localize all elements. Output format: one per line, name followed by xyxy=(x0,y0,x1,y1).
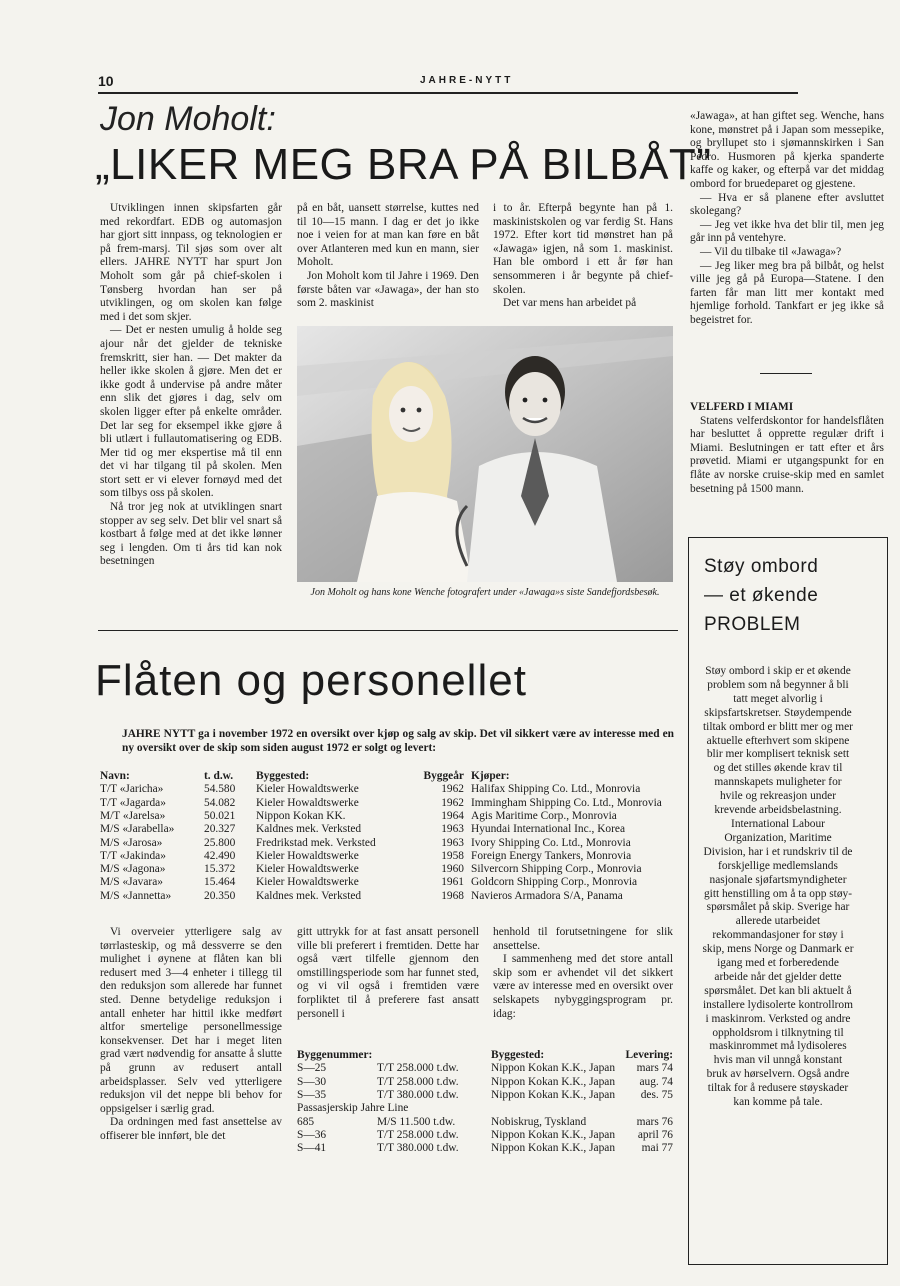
ship-year: 1968 xyxy=(441,889,464,902)
newbuild-number: S—41 xyxy=(297,1142,327,1155)
newbuild-type: T/T 258.000 t.dw. xyxy=(377,1128,459,1141)
article-kicker: Jon Moholt: xyxy=(100,100,276,138)
ship-year: 1960 xyxy=(441,863,464,876)
ship-tdw: 50.021 xyxy=(204,809,236,822)
ship-buyer: Agis Maritime Corp., Monrovia xyxy=(471,809,617,822)
newbuild-type: M/S 11.500 t.dw. xyxy=(377,1115,456,1128)
newbuild-header-number: Byggenummer: xyxy=(297,1049,373,1061)
newbuild-yard: Nippon Kokan K.K., Japan xyxy=(491,1142,616,1155)
newbuild-yard: Nippon Kokan K.K., Japan xyxy=(491,1088,616,1101)
ship-year: 1961 xyxy=(441,876,464,889)
ship-buyer: Halifax Shipping Co. Ltd., Monrovia xyxy=(471,783,641,796)
paragraph: — Vil du tilbake til «Jawaga»? xyxy=(700,245,842,258)
ship-name: M/S «Jarosa» xyxy=(100,836,163,849)
newbuild-delivery: mars 74 xyxy=(636,1062,673,1075)
paragraph: Nå tror jeg nok at utviklingen snart stopper av seg selv. Det blir vel snart så kostbart å følge med at det ikke lønner seg i lengden. Om ti års tid kan nok besetningen xyxy=(100,501,282,568)
ship-buyer: Immingham Shipping Co. Ltd., Monrovia xyxy=(471,796,662,809)
article1-column-1 xyxy=(100,202,282,569)
paragraph: Da ordningen med fast ansettelse av offiserer ble innført, ble det xyxy=(100,1116,282,1142)
noise-box-title xyxy=(704,552,818,639)
ship-name: M/S «Jarabella» xyxy=(100,823,175,836)
newbuild-number: S—30 xyxy=(297,1075,327,1088)
ship-year: 1962 xyxy=(441,783,464,796)
noise-box-text xyxy=(702,665,854,1110)
section-rule xyxy=(98,630,678,631)
newbuild-type: T/T 380.000 t.dw. xyxy=(377,1142,459,1155)
ship-tdw: 20.327 xyxy=(204,823,236,836)
column-header: Byggested: xyxy=(256,770,310,782)
newbuild-type: T/T 380.000 t.dw. xyxy=(377,1088,459,1101)
newbuild-number: S—35 xyxy=(297,1088,327,1101)
column-header: t. d.w. xyxy=(204,770,234,782)
newbuild-yard: Nippon Kokan K.K., Japan xyxy=(491,1128,616,1141)
ship-yard: Kaldnes mek. Verksted xyxy=(256,889,362,902)
fleet-column-1 xyxy=(100,926,282,1144)
column-end-rule xyxy=(760,373,812,374)
ship-yard: Kieler Howaldtswerke xyxy=(256,863,359,876)
ship-tdw: 54.580 xyxy=(204,783,236,796)
ship-tdw: 25.800 xyxy=(204,836,236,849)
ship-buyer: Goldcorn Shipping Corp., Monrovia xyxy=(471,876,638,889)
paragraph: henhold til forutsetningene for slik ansettelse. xyxy=(493,926,673,952)
ship-name: M/S «Jagona» xyxy=(100,863,166,876)
paragraph: Vi overveier ytterligere salg av tørrlasteskip, og må dessverre se den mulighet i øynene at flåten kan bli redusert med 3—4 enheter i tillegg til den reduksjon som allerede har funnet sted. Denne betydelige reduksjon i antall enheter har hittil ikke medført altfor smertelige personellmessige konsekvenser. Det har i meget liten grad vært nødvendig for ansatte å slutte på grunn av redusert antall arbeidsplasser. Selv ved ytterligere reduksjon vil det neppe bli behov for oppsigelser i særlig grad. xyxy=(100,926,282,1115)
newbuild-delivery: april 76 xyxy=(637,1128,673,1141)
velferd-heading: VELFERD I MIAMI xyxy=(690,401,794,413)
ship-year: 1963 xyxy=(441,823,464,836)
article-headline: „LIKER MEG BRA PÅ BILBÅT” xyxy=(95,140,712,189)
newbuild-number: S—25 xyxy=(297,1062,327,1075)
photo-caption: Jon Moholt og hans kone Wenche fotografert under «Jawaga»s siste Sandefjordsbesøk. xyxy=(310,587,660,598)
paragraph: — Det er nesten umulig å holde seg ajour når det gjelder de tekniske fremskritt, sier han. — Det makter da heller ikke skolen å gjøre. Men det er ikke godt å undervise på andre måter enn slik det gjøres i dag, selv om skolen ligger efter på enkelte områder. Det lar seg for eksempel ikke gjøre å bli utlært i fullautomatisering og EDB. Mer tid og mer ekspertise må til enn det vi har tilgang til på skolen. Men stort sett er vi elever fornøyd med det som tilbys oss på skolen. xyxy=(100,324,282,500)
running-head: JAHRE-NYTT xyxy=(420,75,514,86)
ship-tdw: 20.350 xyxy=(204,889,236,902)
newbuild-type: T/T 258.000 t.dw. xyxy=(377,1062,459,1075)
paragraph: — Jeg vet ikke hva det blir til, men jeg går inn på ventehyre. xyxy=(690,218,884,245)
paragraph: på en båt, uansett størrelse, kuttes ned til 10—15 mann. I dag er det jo ikke noe i veien for at man kan føre en båt over Atlanteren med kun en mann, sier Moholt. xyxy=(297,202,479,269)
noise-box-title-line: Støy ombord xyxy=(704,556,819,577)
ship-buyer: Ivory Shipping Co. Ltd., Monrovia xyxy=(471,836,631,849)
ship-name: T/T «Jaricha» xyxy=(100,783,164,796)
ship-tdw: 15.372 xyxy=(204,863,236,876)
ship-tdw: 15.464 xyxy=(204,876,236,889)
newbuild-number: 685 xyxy=(297,1115,315,1128)
velferd-text: Statens velferdskontor for handelsflåten har besluttet å opprette regulær drift i Miami. Beslutningen er tatt efter et års prøvetid. Miami er utgangspunkt for en flåte av norske cruise-skip med en samlet besetning på 1500 mann. xyxy=(690,414,884,495)
ship-yard: Nippon Kokan KK. xyxy=(256,809,346,822)
ship-tdw: 54.082 xyxy=(204,796,236,809)
article1-column-2 xyxy=(297,202,479,311)
newbuild-number: Passasjerskip Jahre Line xyxy=(297,1102,409,1115)
fleet-headline: Flåten og personellet xyxy=(95,656,527,705)
ship-name: M/T «Jarelsa» xyxy=(100,809,166,822)
article1-column-3 xyxy=(493,202,673,311)
ship-name: M/S «Jannetta» xyxy=(100,889,172,902)
ship-year: 1962 xyxy=(441,796,464,809)
newbuild-delivery: mai 77 xyxy=(641,1142,673,1155)
paragraph: Jon Moholt kom til Jahre i 1969. Den første båten var «Jawaga», der han sto som 2. maskinist xyxy=(297,269,479,310)
noise-paragraph: Støy ombord i skip er et økende problem som nå begynner å bli tatt meget alvorlig i skipsfartskretser. Støydempende tiltak ombord er blitt mer og mer aktuelle efterhvert som skipene blir mer komplisert teknisk sett og det stilles økende krav til mannskapets muligheter for hvile og rekreasjon under krevende arbeidsbelastning. International Labour Organization, Maritime Division, har i et rundskriv til de forskjellige medlemslands nasjonale sjøfartsmyndigheter gitt henstilling om å ta opp støy-spørsmålet på skip. Sverige har allerede utarbeidet rekommandasjoner for støy i skip, mens Norge og Danmark er igang med et forberedende arbeide når det gjelder dette spørsmålet. Det kan bli aktuelt å installere lydisolerte kontrollrom i maskinrom. Verksted og andre oppholdsrom i tilknytning til maskinrommet må lydisoleres hvis man vil unngå konstant bruk av hørselvern. Også andre tiltak for å redusere støyskader kan komme på tale. xyxy=(702,665,854,1109)
header-rule xyxy=(98,92,798,94)
newbuild-delivery: mars 76 xyxy=(636,1115,673,1128)
paragraph: I sammenheng med det store antall skip som er avhendet vil det sikkert være av interesse med en oversikt over selskapets nybyggingsprogram pr. idag: xyxy=(493,953,673,1020)
ship-year: 1964 xyxy=(441,809,464,822)
newbuild-header-yard: Byggested: xyxy=(491,1049,545,1061)
article1-column-4 xyxy=(690,110,884,328)
ship-buyer: Foreign Energy Tankers, Monrovia xyxy=(471,849,632,862)
ship-buyer: Hyundai International Inc., Korea xyxy=(471,823,626,836)
ship-name: T/T «Jakinda» xyxy=(100,849,166,862)
ship-buyer: Silvercorn Shipping Corp., Monrovia xyxy=(471,863,642,876)
ship-year: 1963 xyxy=(441,836,464,849)
ship-yard: Kieler Howaldtswerke xyxy=(256,796,359,809)
paragraph: Det var mens han arbeidet på xyxy=(503,297,637,310)
ship-yard: Kieler Howaldtswerke xyxy=(256,783,359,796)
ship-tdw: 42.490 xyxy=(204,849,236,862)
couple-photo-illustration xyxy=(297,326,673,582)
newbuild-delivery: des. 75 xyxy=(640,1088,673,1101)
ship-yard: Fredrikstad mek. Verksted xyxy=(256,836,376,849)
fleet-column-2 xyxy=(297,926,479,1021)
column-header: Navn: xyxy=(100,770,130,782)
newbuild-header-delivery: Levering: xyxy=(625,1049,673,1061)
paragraph: gitt uttrykk for at fast ansatt personell ville bli preferert i fremtiden. Dette har også vært tilfelle gjennom den omstillingsperiode som har funnet sted, og vi vil også i fremtiden være forpliktet til å preferere fast ansatt personell i xyxy=(297,926,479,1020)
column-header: Byggeår xyxy=(423,770,464,782)
paragraph: — Hva er så planene efter avsluttet skolegang? xyxy=(690,191,884,218)
paragraph: — Jeg liker meg bra på bilbåt, og helst ville jeg gå på Europa—Statene. I den farten får man litt mer kontakt med hjemlige forhold. Tankfart er jeg ikke så begeistret for. xyxy=(690,259,884,326)
noise-box-title-line: PROBLEM xyxy=(704,614,801,635)
newbuild-yard: Nippon Kokan K.K., Japan xyxy=(491,1075,616,1088)
newbuild-yard: Nippon Kokan K.K., Japan xyxy=(491,1062,616,1075)
ship-yard: Kieler Howaldtswerke xyxy=(256,849,359,862)
paragraph: «Jawaga», at han giftet seg. Wenche, hans kone, mønstret på i Japan som messepike, og bryllupet sto i sjømannskirken i San Pedro. Husmoren på kjerka spanderte kaffe og kaker, og efterpå var det middag ombord for bruedeparet og gjestene. xyxy=(690,110,884,190)
newbuild-list xyxy=(297,1049,675,1159)
newbuild-delivery: aug. 74 xyxy=(639,1075,673,1088)
paragraph: Utviklingen innen skipsfarten går med rekordfart. EDB og automasjon har gjort sitt innpass, og teknologien er på frem-marsj. Til sjøs som over alt ellers. JAHRE NYTT har spurt Jon Moholt som går på chief-skolen i Tønsberg hvordan han ser på utviklingen, og om skolen kan følge med i det som skjer. xyxy=(100,202,282,323)
ship-name: T/T «Jagarda» xyxy=(100,796,166,809)
fleet-lead: JAHRE NYTT ga i november 1972 en oversikt over kjøp og salg av skip. Det vil sikkert være av interesse med en ny oversikt over de skip som siden august 1972 er solgt og levert: xyxy=(122,728,674,754)
column-header: Kjøper: xyxy=(471,770,510,782)
newbuild-yard: Nobiskrug, Tyskland xyxy=(491,1115,587,1128)
ship-yard: Kaldnes mek. Verksted xyxy=(256,823,362,836)
newbuild-number: S—36 xyxy=(297,1128,327,1141)
noise-box-title-line: — et økende xyxy=(704,585,819,606)
ship-buyer: Navieros Armadora S/A, Panama xyxy=(471,889,623,902)
newbuild-type: T/T 258.000 t.dw. xyxy=(377,1075,459,1088)
paragraph: i to år. Efterpå begynte han på 1. maskinistskolen og var ferdig St. Hans 1972. Efter kort tid mønstret han på «Jawaga» igjen, nå som 1. maskinist. Han ble ombord i ett år før han sensommeren i år begynte på chief-skolen. xyxy=(493,202,673,296)
velferd-section xyxy=(690,401,884,496)
ship-name: M/S «Javara» xyxy=(100,876,163,889)
page-number: 10 xyxy=(98,73,114,89)
couple-photo xyxy=(297,326,673,582)
fleet-column-3 xyxy=(493,926,673,1021)
ship-year: 1958 xyxy=(441,849,464,862)
ship-yard: Kieler Howaldtswerke xyxy=(256,876,359,889)
